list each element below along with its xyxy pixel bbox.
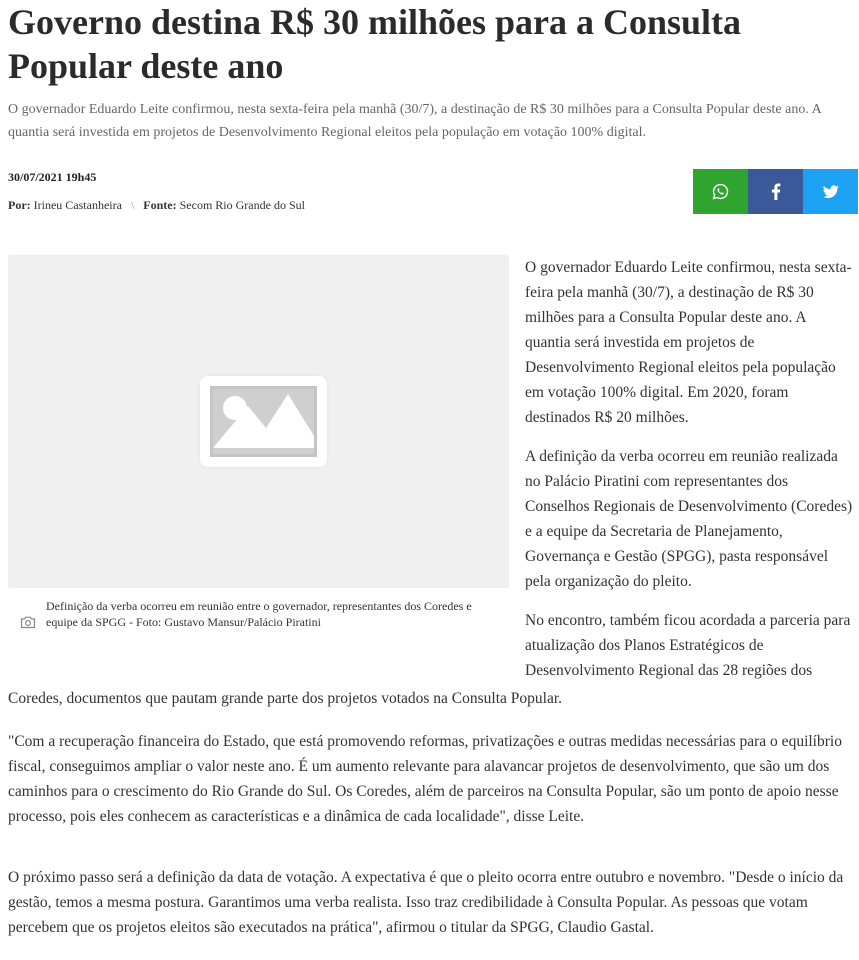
publish-datetime: 30/07/2021 19h45 <box>8 170 97 184</box>
facebook-icon <box>771 183 781 200</box>
byline-separator: \ <box>130 198 135 212</box>
paragraph-3-head: No encontro, também ficou acordada a parceria para atualização dos Planos Estratégicos de Desenvolvimento Regional das 28 regiões dos <box>525 612 851 679</box>
article-photo[interactable] <box>8 255 509 588</box>
image-placeholder-icon <box>200 376 327 467</box>
paragraph-4: "Com a recuperação financeira do Estado, que está promovendo reformas, privatizações e outras medidas necessárias para o equilíbrio fiscal, conseguimos ampliar o valor neste ano. É um aumento relevante para alavancar projetos de desenvolvimento, que são um dos caminhos para o crescimento do Rio Grande do Sul. Os Coredes, além de parceiros na Consulta Popular, são um ponto de apoio nesse processo, pois eles conhecem as características e a dinâmica de cada localidade", disse Leite. <box>8 733 842 825</box>
camera-icon <box>20 616 36 634</box>
paragraph-1: O governador Eduardo Leite confirmou, nesta sexta-feira pela manhã (30/7), a destinação de R$ 30 milhões para a Consulta Popular deste ano. A quantia será investida em projetos de Desenvolvimento Regional eleitos pela população em votação 100% digital. Em 2020, foram destinados R$ 20 milhões. <box>525 259 852 426</box>
twitter-icon <box>823 185 839 199</box>
photo-caption-text: Definição da verba ocorreu em reunião entre o governador, representantes dos Coredes e equipe da SPGG - Foto: Gustavo Mansur/Palácio Piratini <box>46 599 472 629</box>
share-twitter-button[interactable] <box>803 169 858 214</box>
source-label: Fonte: <box>143 198 177 212</box>
share-facebook-button[interactable] <box>748 169 803 214</box>
share-whatsapp-button[interactable] <box>693 169 748 214</box>
author-name: Irineu Castanheira <box>33 198 122 212</box>
paragraph-5: O próximo passo será a definição da data de votação. A expectativa é que o pleito ocorra entre outubro e novembro. "Desde o início da gestão, temos a mesma postura. Garantimos uma verba realista. Isso traz credibilidade à Consulta Popular. As pessoas que votam percebem que os projetos eleitos são executados na prática", afirmou o titular da SPGG, Claudio Gastal. <box>8 869 844 936</box>
paragraph-2: A definição da verba ocorreu em reunião realizada no Palácio Piratini com representantes dos Conselhos Regionais de Desenvolvimento (Coredes) e a equipe da Secretaria de Planejamento, Governança e Gestão (SPGG), pasta responsável pela organização do pleito. <box>525 448 853 590</box>
author-label: Por: <box>8 198 31 212</box>
photo-caption <box>20 598 500 634</box>
article-body-column <box>525 255 855 697</box>
article-title: Governo destina R$ 30 milhões para a Consulta Popular deste ano <box>8 2 742 86</box>
source-name: Secom Rio Grande do Sul <box>179 198 305 212</box>
article-lead: O governador Eduardo Leite confirmou, nesta sexta-feira pela manhã (30/7), a destinação de R$ 30 milhões para a Consulta Popular deste ano. A quantia será investida em projetos de Desenvolvimento Regional eleitos pela população em votação 100% digital. <box>8 102 821 140</box>
paragraph-3-tail: Coredes, documentos que pautam grande parte dos projetos votados na Consulta Popular. <box>8 690 563 707</box>
whatsapp-icon <box>712 183 729 200</box>
byline <box>8 198 305 213</box>
